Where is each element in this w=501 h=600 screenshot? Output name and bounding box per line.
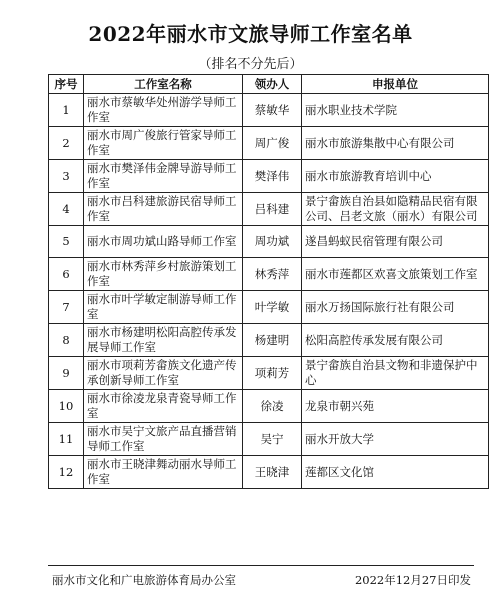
cell-no: 3 (49, 160, 84, 193)
cell-unit: 景宁畲族自治县文物和非遗保护中心 (302, 357, 489, 390)
table-row (49, 390, 489, 423)
table-header (49, 75, 489, 94)
cell-unit: 丽水万扬国际旅行社有限公司 (302, 291, 489, 324)
cell-no: 5 (49, 226, 84, 258)
header-head: 领办人 (243, 75, 302, 94)
cell-head: 蔡敏华 (243, 94, 302, 127)
footer-date: 2022年12月27日印发 (354, 573, 471, 587)
header-row (49, 75, 489, 94)
cell-studio: 丽水市吴宁文旅产品直播营销导师工作室 (84, 423, 243, 456)
cell-studio: 丽水市叶学敏定制游导师工作室 (84, 291, 243, 324)
table-row (49, 456, 489, 489)
cell-no: 1 (49, 94, 84, 127)
cell-head: 杨建明 (243, 324, 302, 357)
cell-unit: 丽水职业技术学院 (302, 94, 489, 127)
cell-head: 吴宁 (243, 423, 302, 456)
cell-head: 徐凌 (243, 390, 302, 423)
cell-studio: 丽水市周广俊旅行管家导师工作室 (84, 127, 243, 160)
cell-unit: 丽水市旅游集散中心有限公司 (302, 127, 489, 160)
cell-no: 9 (49, 357, 84, 390)
table-row (49, 324, 489, 357)
cell-unit: 丽水开放大学 (302, 423, 489, 456)
cell-no: 12 (49, 456, 84, 489)
cell-no: 6 (49, 258, 84, 291)
table-row (49, 423, 489, 456)
document-subtitle: （排名不分先后） (198, 57, 303, 72)
table-row (49, 94, 489, 127)
cell-studio: 丽水市樊泽伟金牌导游导师工作室 (84, 160, 243, 193)
cell-no: 2 (49, 127, 84, 160)
cell-head: 王晓津 (243, 456, 302, 489)
cell-unit: 景宁畲族自治县如隐精品民宿有限公司、吕老文旅（丽水）有限公司 (302, 193, 489, 226)
table-row (49, 291, 489, 324)
header-no: 序号 (49, 75, 84, 94)
cell-unit: 丽水市旅游教育培训中心 (302, 160, 489, 193)
cell-no: 10 (49, 390, 84, 423)
table-row (49, 160, 489, 193)
cell-head: 项莉芳 (243, 357, 302, 390)
cell-unit: 松阳高腔传承发展有限公司 (302, 324, 489, 357)
table-row (49, 127, 489, 160)
footer-issuer: 丽水市文化和广电旅游体育局办公室 (52, 573, 236, 587)
table-row (49, 226, 489, 258)
cell-studio: 丽水市林秀萍乡村旅游策划工作室 (84, 258, 243, 291)
cell-studio: 丽水市杨建明松阳高腔传承发展导师工作室 (84, 324, 243, 357)
table-row (49, 357, 489, 390)
footer-divider (48, 565, 474, 566)
cell-studio: 丽水市周功斌山路导师工作室 (84, 226, 243, 258)
document-title: 2022年丽水市文旅导师工作室名单 (88, 22, 413, 46)
cell-no: 8 (49, 324, 84, 357)
cell-studio: 丽水市吕科建旅游民宿导师工作室 (84, 193, 243, 226)
table-body (49, 94, 489, 489)
cell-studio: 丽水市王晓津舞动丽水导师工作室 (84, 456, 243, 489)
cell-head: 林秀萍 (243, 258, 302, 291)
table-row (49, 193, 489, 226)
cell-no: 11 (49, 423, 84, 456)
table-row (49, 258, 489, 291)
header-unit: 申报单位 (302, 75, 489, 94)
header-studio: 工作室名称 (84, 75, 243, 94)
cell-head: 叶学敏 (243, 291, 302, 324)
cell-unit: 遂昌蚂蚁民宿管理有限公司 (302, 226, 489, 258)
cell-unit: 龙泉市朝兴苑 (302, 390, 489, 423)
cell-studio: 丽水市蔡敏华处州游学导师工作室 (84, 94, 243, 127)
cell-head: 周功斌 (243, 226, 302, 258)
cell-head: 吕科建 (243, 193, 302, 226)
cell-unit: 莲都区文化馆 (302, 456, 489, 489)
cell-head: 周广俊 (243, 127, 302, 160)
cell-no: 7 (49, 291, 84, 324)
studio-table (48, 74, 489, 489)
cell-studio: 丽水市徐凌龙泉青瓷导师工作室 (84, 390, 243, 423)
cell-studio: 丽水市项莉芳畲族文化遗产传承创新导师工作室 (84, 357, 243, 390)
cell-no: 4 (49, 193, 84, 226)
cell-unit: 丽水市莲都区欢喜文旅策划工作室 (302, 258, 489, 291)
cell-head: 樊泽伟 (243, 160, 302, 193)
